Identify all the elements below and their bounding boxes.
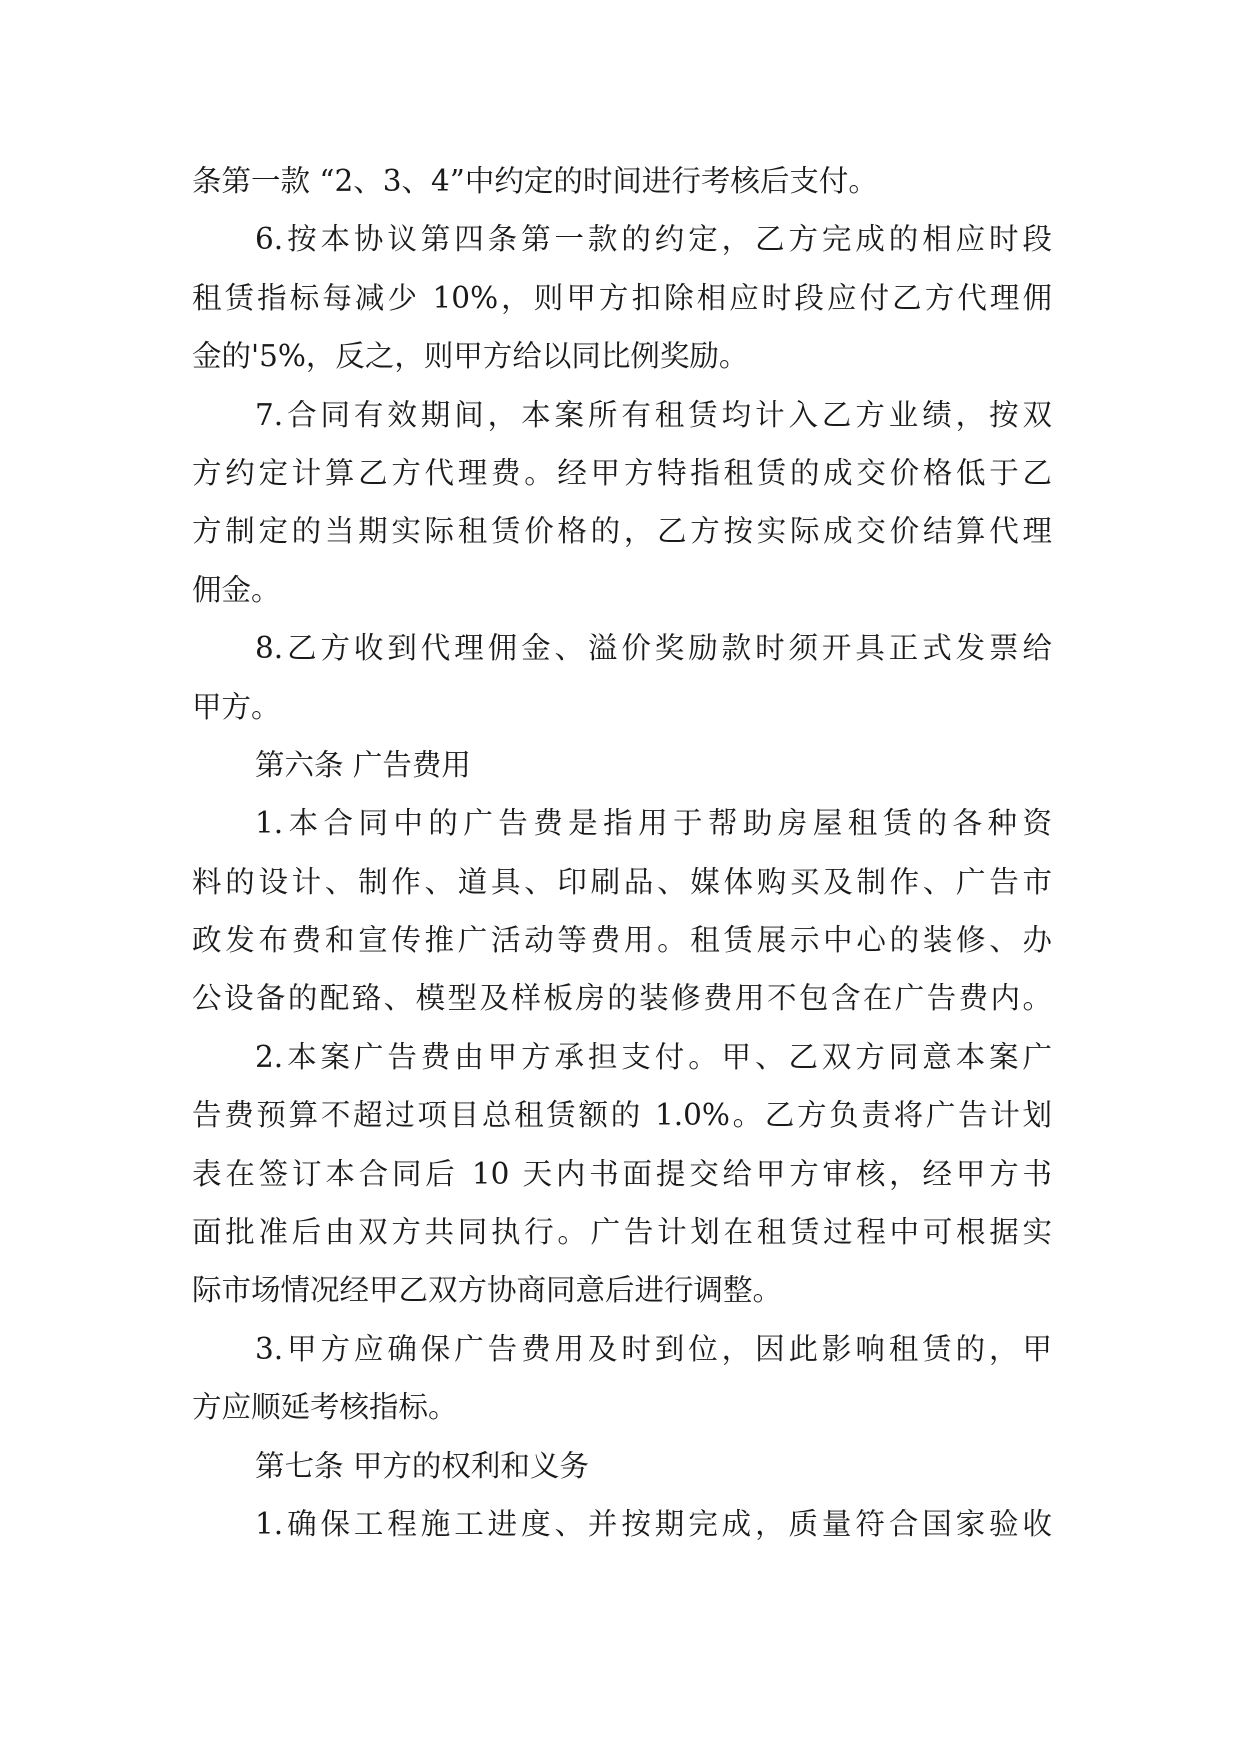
section-heading: 第六条 广告费用 — [255, 747, 471, 782]
paragraph-line: 表在签订本合同后 10 天内书面提交给甲方审核，经甲方书 — [192, 1156, 1052, 1191]
section-heading: 第七条 甲方的权利和义务 — [255, 1448, 589, 1483]
paragraph-line: 1.确保工程施工进度、并按期完成，质量符合国家验收 — [255, 1506, 1052, 1541]
paragraph-line: 面批准后由双方共同执行。广告计划在租赁过程中可根据实 — [192, 1215, 1052, 1250]
document-body — [192, 152, 1052, 1553]
paragraph-line: 料的设计、制作、道具、印刷品、媒体购买及制作、广告市 — [192, 864, 1052, 899]
paragraph-line: 公设备的配臵、模型及样板房的装修费用不包含在广告费内。 — [192, 981, 1052, 1016]
paragraph-line: 方应顺延考核指标。 — [192, 1390, 458, 1425]
paragraph-line: 佣金。 — [192, 572, 281, 607]
paragraph-line: 2.本案广告费由甲方承担支付。甲、乙双方同意本案广 — [255, 1039, 1052, 1074]
paragraph-line: 租赁指标每减少 10%，则甲方扣除相应时段应付乙方代理佣 — [192, 280, 1052, 315]
paragraph-line: 甲方。 — [192, 689, 281, 724]
paragraph-line: 条第一款 “2、3、4”中约定的时间进行考核后支付。 — [192, 164, 878, 198]
paragraph-line: 8.乙方收到代理佣金、溢价奖励款时须开具正式发票给 — [255, 631, 1052, 666]
paragraph-line: 方约定计算乙方代理费。经甲方特指租赁的成交价格低于乙 — [192, 455, 1052, 490]
paragraph-line: 6.按本协议第四条第一款的约定，乙方完成的相应时段 — [255, 222, 1052, 257]
paragraph-line: 7.合同有效期间，本案所有租赁均计入乙方业绩，按双 — [255, 397, 1052, 432]
paragraph-line: 告费预算不超过项目总租赁额的 1.0%。乙方负责将广告计划 — [192, 1098, 1052, 1133]
paragraph-line: 金的'5%，反之，则甲方给以同比例奖励。 — [192, 339, 749, 374]
paragraph-line: 1.本合同中的广告费是指用于帮助房屋租赁的各种资 — [255, 806, 1052, 841]
paragraph-line: 际市场情况经甲乙双方协商同意后进行调整。 — [192, 1273, 783, 1308]
paragraph-line: 政发布费和宣传推广活动等费用。租赁展示中心的装修、办 — [192, 923, 1052, 958]
paragraph-line: 3.甲方应确保广告费用及时到位，因此影响租赁的，甲 — [255, 1331, 1052, 1366]
paragraph-line: 方制定的当期实际租赁价格的，乙方按实际成交价结算代理 — [192, 514, 1052, 549]
